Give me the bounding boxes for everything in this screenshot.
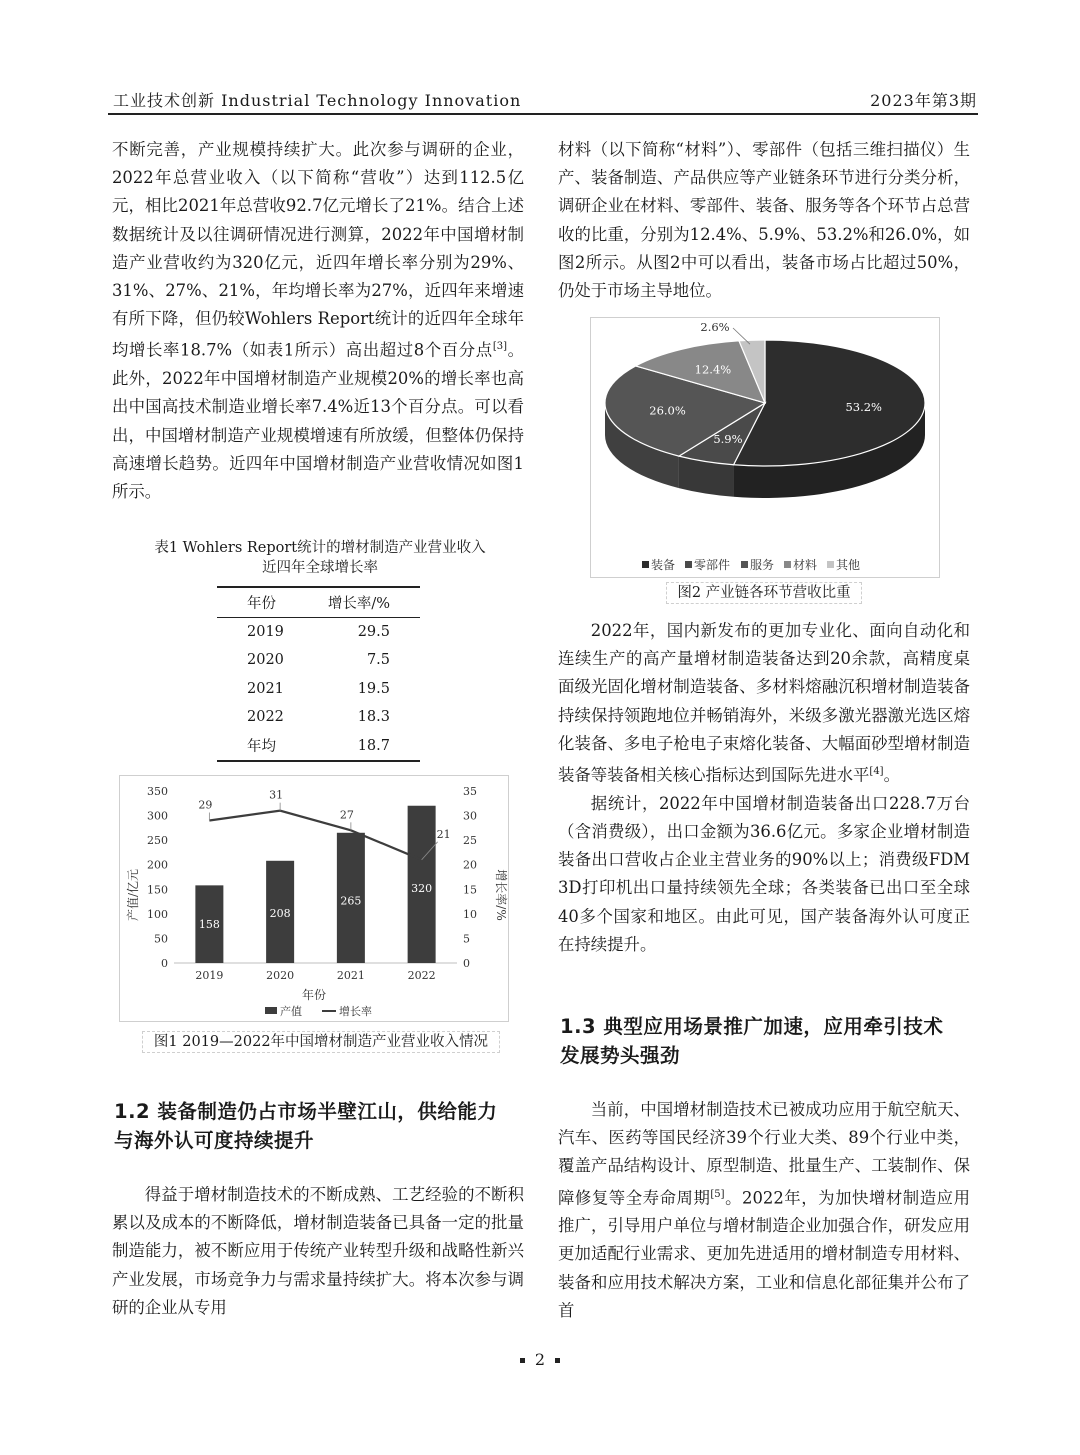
table1-caption: 表1 Wohlers Report统计的增材制造产业营业收入 近四年全球增长率 [154, 540, 486, 576]
page-marker-left [520, 1358, 525, 1363]
figure2-pie-chart [590, 317, 940, 578]
left-column [112, 136, 524, 506]
y-tick-label: 150 [147, 883, 168, 897]
legend-swatch [827, 561, 834, 568]
page-number: 2 [0, 1350, 1080, 1369]
legend-label: 服务 [750, 558, 775, 572]
legend-swatch [685, 561, 692, 568]
journal-title: 工业技术创新 Industrial Technology Innovation [113, 91, 522, 110]
right-column-bottom [558, 1096, 970, 1325]
legend-label: 装备 [651, 558, 676, 572]
right-column-middle [558, 617, 970, 959]
bar-value-label: 208 [269, 907, 291, 921]
legend-swatch [741, 561, 748, 568]
paragraph-right-1: 材料（以下简称“材料”）、零部件（包括三维扫描仪）生产、装备制造、产品供应等产业链条环节进行分类分析，调研企业在材料、零部件、装备、服务等各个环节占总营收的比重，分别为12.4%、5.9%、53.2%和26.0%，如图2所示。从图2中可以看出，装备市场占比超过50%，仍处于市场主导地位。 [558, 140, 970, 301]
bar-value-label: 158 [198, 918, 220, 932]
y-tick-label: 350 [147, 785, 168, 798]
table-header-row [217, 587, 420, 617]
header-rule [108, 113, 978, 115]
reference-4: [4] [869, 766, 884, 778]
figure2-slices [605, 340, 925, 498]
growth-value-label: 27 [339, 808, 354, 822]
growth-value-label: 31 [269, 788, 284, 802]
table-row: 2022 18.3 [247, 709, 390, 726]
table-header-rate: 增长率/% [327, 595, 390, 612]
table-row: 年均 18.7 [217, 732, 420, 762]
x-tick-label: 2022 [407, 969, 436, 982]
y-tick-label-right: 15 [463, 883, 477, 897]
pie-value-label: 2.6% [700, 320, 730, 334]
y-tick-label: 200 [147, 858, 168, 872]
left-column-bottom [112, 1181, 524, 1322]
y-tick-label-right: 30 [463, 809, 477, 823]
legend-label-output: 产值 [280, 1005, 302, 1018]
bar-value-label: 320 [411, 882, 433, 896]
y-tick-label-right: 0 [463, 957, 470, 970]
figure2-caption: 图2 产业链各环节营收比重 [666, 582, 862, 604]
y-tick-label: 100 [147, 907, 168, 921]
section-1-2-heading: 1.2 装备制造仍占市场半壁江山，供给能力 与海外认可度持续提升 [114, 1100, 498, 1152]
y-tick-label-right: 5 [463, 932, 470, 946]
paragraph-right-2: 2022年，国内新发布的更加专业化、面向自动化和连续生产的高产量增材制造装备达到20余款，高精度桌面级光固化增材制造装备、多材料熔融沉积增材制造装备持续保持领跑地位并畅销海外，米级多激光器激光选区熔化装备、多电子枪电子束熔化装备、大幅面砂型增材制造装备等装备相关核心指标达到国际先进水平[4]。 [558, 621, 970, 785]
figure1-y-axis-label-right: 增长率/% [494, 869, 508, 921]
y-tick-label-right: 25 [463, 834, 477, 848]
paragraph-right-3: 据统计，2022年中国增材制造装备出口228.7万台（含消费级），出口金额为36.6亿元。多家企业增材制造装备出口营收占企业主营业务的90%以上；消费级FDM 3D打印机出口量持续领先全球；各类装备已出口至全球40多个国家和地区。由此可见，国产装备海外认可度正在持续提升。 [558, 793, 970, 954]
section-1-3-heading: 1.3 典型应用场景推广加速，应用牵引技术 发展势头强劲 [560, 1015, 944, 1067]
x-tick-label: 2019 [195, 969, 224, 982]
table-header-year: 年份 [247, 595, 276, 612]
reference-5: [5] [710, 1188, 725, 1200]
page-marker-right [555, 1358, 560, 1363]
right-column [558, 136, 970, 305]
y-tick-label: 300 [147, 809, 168, 823]
y-tick-label: 50 [154, 932, 168, 946]
table1 [217, 586, 420, 762]
figure1-caption: 图1 2019—2022年中国增材制造产业营业收入情况 [142, 1031, 500, 1053]
figure1-x-axis-label: 年份 [301, 988, 327, 1002]
y-tick-label: 250 [147, 834, 168, 848]
x-tick-label: 2021 [336, 969, 365, 982]
pie-value-label: 12.4% [694, 362, 732, 377]
legend-label: 零部件 [694, 558, 731, 572]
x-tick-label: 2020 [266, 969, 295, 982]
legend-swatch [784, 561, 791, 568]
legend-swatch-output [265, 1007, 277, 1014]
figure1-frame [120, 776, 509, 1022]
legend-swatch [642, 561, 649, 568]
y-tick-label: 0 [161, 957, 168, 970]
bar-value-label: 265 [340, 894, 362, 908]
table-row: 2020 7.5 [247, 652, 390, 669]
y-tick-label-right: 10 [463, 907, 477, 921]
issue-label: 2023年第3期 [870, 91, 977, 110]
legend-label-growth: 增长率 [339, 1005, 372, 1018]
pie-value-label: 26.0% [649, 403, 686, 418]
reference-3: [3] [492, 341, 507, 353]
pie-value-label: 53.2% [845, 399, 882, 414]
growth-value-label: 21 [436, 827, 451, 841]
figure1-y-axis-label: 产值/亿元 [126, 868, 140, 922]
paragraph-left-2: 得益于增材制造技术的不断成熟、工艺经验的不断积累以及成本的不断降低，增材制造装备已具备一定的批量制造能力，被不断应用于传统产业转型升级和战略性新兴产业发展，市场竞争力与需求量持续扩大。将本次参与调研的企业从专用 [112, 1185, 524, 1317]
y-tick-label-right: 20 [463, 858, 477, 872]
legend-label: 其他 [836, 558, 861, 572]
figure1-bar-line-chart [119, 775, 509, 1022]
growth-value-label: 29 [198, 798, 213, 812]
paragraph-right-4: 当前，中国增材制造技术已被成功应用于航空航天、汽车、医药等国民经济39个行业大类、89个行业中类，覆盖产品结构设计、原型制造、批量生产、工装制作、保障修复等全寿命周期[5]。2022年，为加快增材制造应用推广，引导用户单位与增材制造企业加强合作，研发应用更加适配行业需求、更加先进适用的增材制造专用材料、装备和应用技术解决方案，工业和信息化部征集并公布了首 [558, 1100, 970, 1320]
y-tick-label-right: 35 [463, 785, 477, 798]
pie-value-label: 5.9% [713, 432, 743, 447]
table-row: 2019 29.5 [247, 623, 390, 640]
legend-label: 材料 [793, 558, 818, 572]
table-row: 2021 19.5 [247, 680, 390, 697]
paragraph-left-1: 不断完善，产业规模持续扩大。此次参与调研的企业，2022年总营业收入（以下简称“营收”）达到112.5亿元，相比2021年总营收92.7亿元增长了21%。结合上述数据统计及以往调研情况进行测算，2022年中国增材制造产业营收约为320亿元，近四年增长率分别为29%、31%、27%、21%，年均增长率为27%，近四年来增速有所下降，但仍较Wohlers Report统计的近四年全球年均增长率18.7%（如表1所示）高出超过8个百分点[3]。此外，2022年中国增材制造产业规模20%的增长率也高出中国高技术制造业增长率7.4%近13个百分点。可以看出，中国增材制造产业规模增速有所放缓，但整体仍保持高速增长趋势。近四年中国增材制造产业营收情况如图1所示。 [112, 140, 524, 501]
